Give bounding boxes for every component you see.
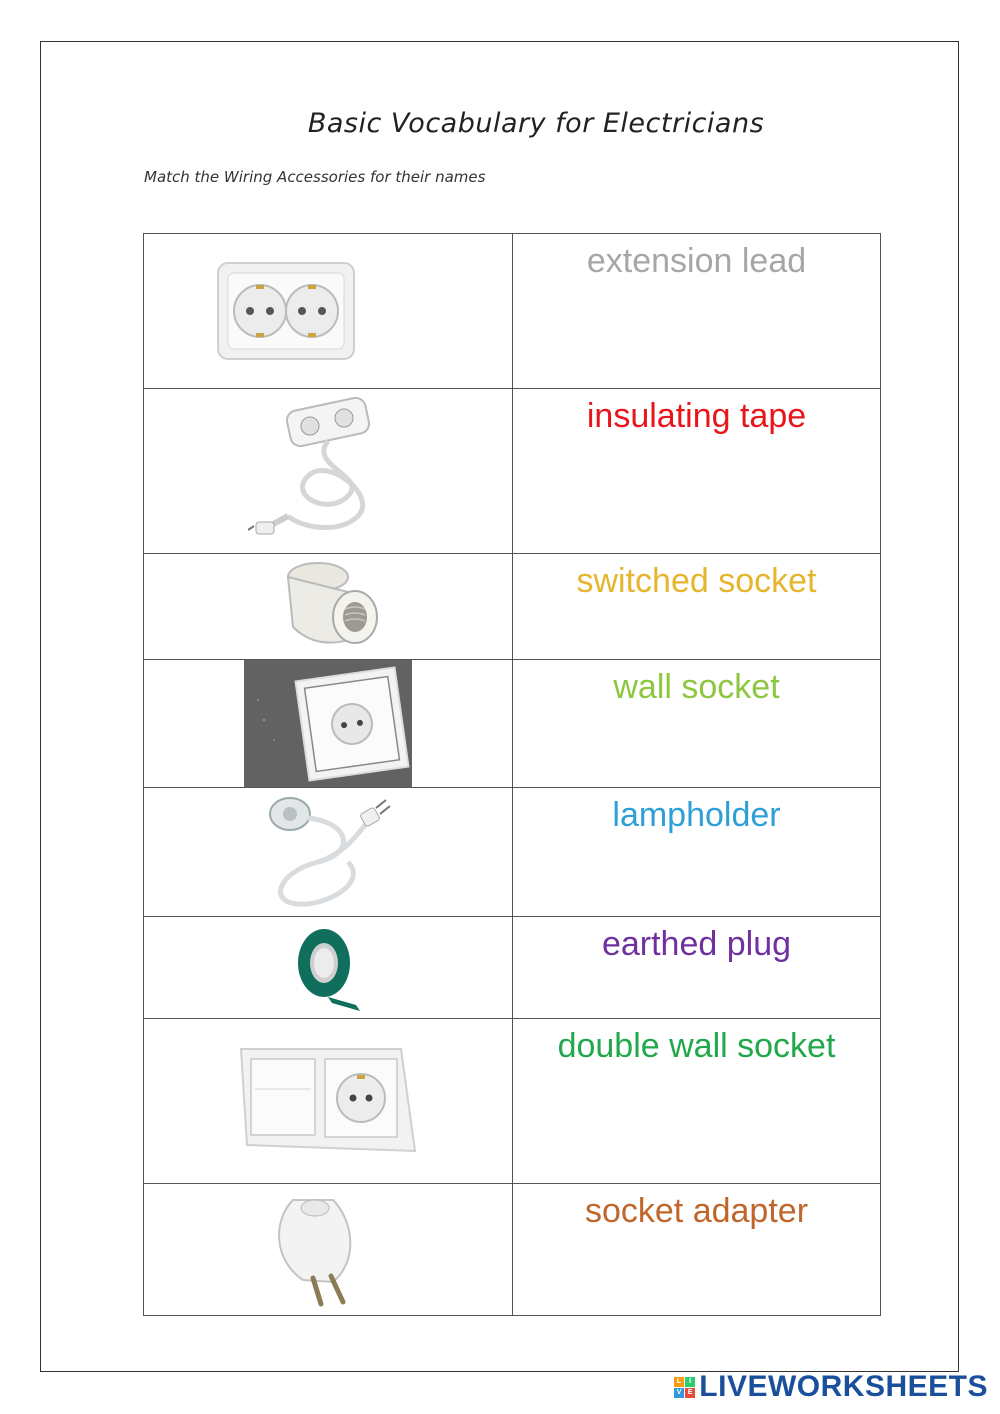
table-row [144, 1184, 881, 1316]
brand-name: LIVEWORKSHEETS [699, 1370, 988, 1403]
picture-cell [144, 1019, 513, 1184]
word-label: insulating tape [586, 397, 807, 435]
word-cell [513, 554, 881, 660]
table-row [144, 234, 881, 389]
badge-letter: I [685, 1377, 695, 1387]
matching-table [143, 233, 881, 1316]
word-cell [513, 1019, 881, 1184]
wall-socket-image [244, 660, 412, 787]
word-label: lampholder [612, 796, 781, 834]
picture-cell [144, 917, 513, 1019]
table-row [144, 660, 881, 788]
lampholder-image [273, 557, 383, 657]
earthed-plug-image [263, 1190, 393, 1310]
word-label: wall socket [613, 668, 780, 706]
word-label: double wall socket [557, 1027, 836, 1065]
extension-lead-image [248, 396, 408, 546]
word-cell [513, 788, 881, 917]
word-label: extension lead [586, 242, 807, 280]
switched-socket-image [233, 1041, 423, 1161]
picture-cell [144, 554, 513, 660]
worksheet-title: Basic Vocabulary for Electricians [307, 108, 765, 139]
liveworksheets-logo [674, 1370, 988, 1404]
socket-adapter-cable-image [258, 792, 398, 912]
picture-cell [144, 788, 513, 917]
word-cell [513, 234, 881, 389]
table-row [144, 788, 881, 917]
badge-letter: V [674, 1388, 684, 1398]
insulating-tape-image [288, 923, 368, 1013]
table-row [144, 389, 881, 554]
table-row [144, 1019, 881, 1184]
badge-letter: E [685, 1388, 695, 1398]
double-wall-socket-image [216, 261, 356, 361]
word-cell [513, 389, 881, 554]
word-cell [513, 660, 881, 788]
word-label: switched socket [576, 562, 817, 600]
liveworksheets-badge-icon [674, 1377, 695, 1398]
picture-cell [144, 389, 513, 554]
picture-cell [144, 1184, 513, 1316]
word-label: socket adapter [584, 1192, 809, 1230]
picture-cell [144, 660, 513, 788]
table-row [144, 554, 881, 660]
word-cell [513, 917, 881, 1019]
word-label: earthed plug [601, 925, 792, 963]
table-row [144, 917, 881, 1019]
word-cell [513, 1184, 881, 1316]
picture-cell [144, 234, 513, 389]
worksheet-instruction: Match the Wiring Accessories for their names [144, 168, 486, 186]
badge-letter: L [674, 1377, 684, 1387]
